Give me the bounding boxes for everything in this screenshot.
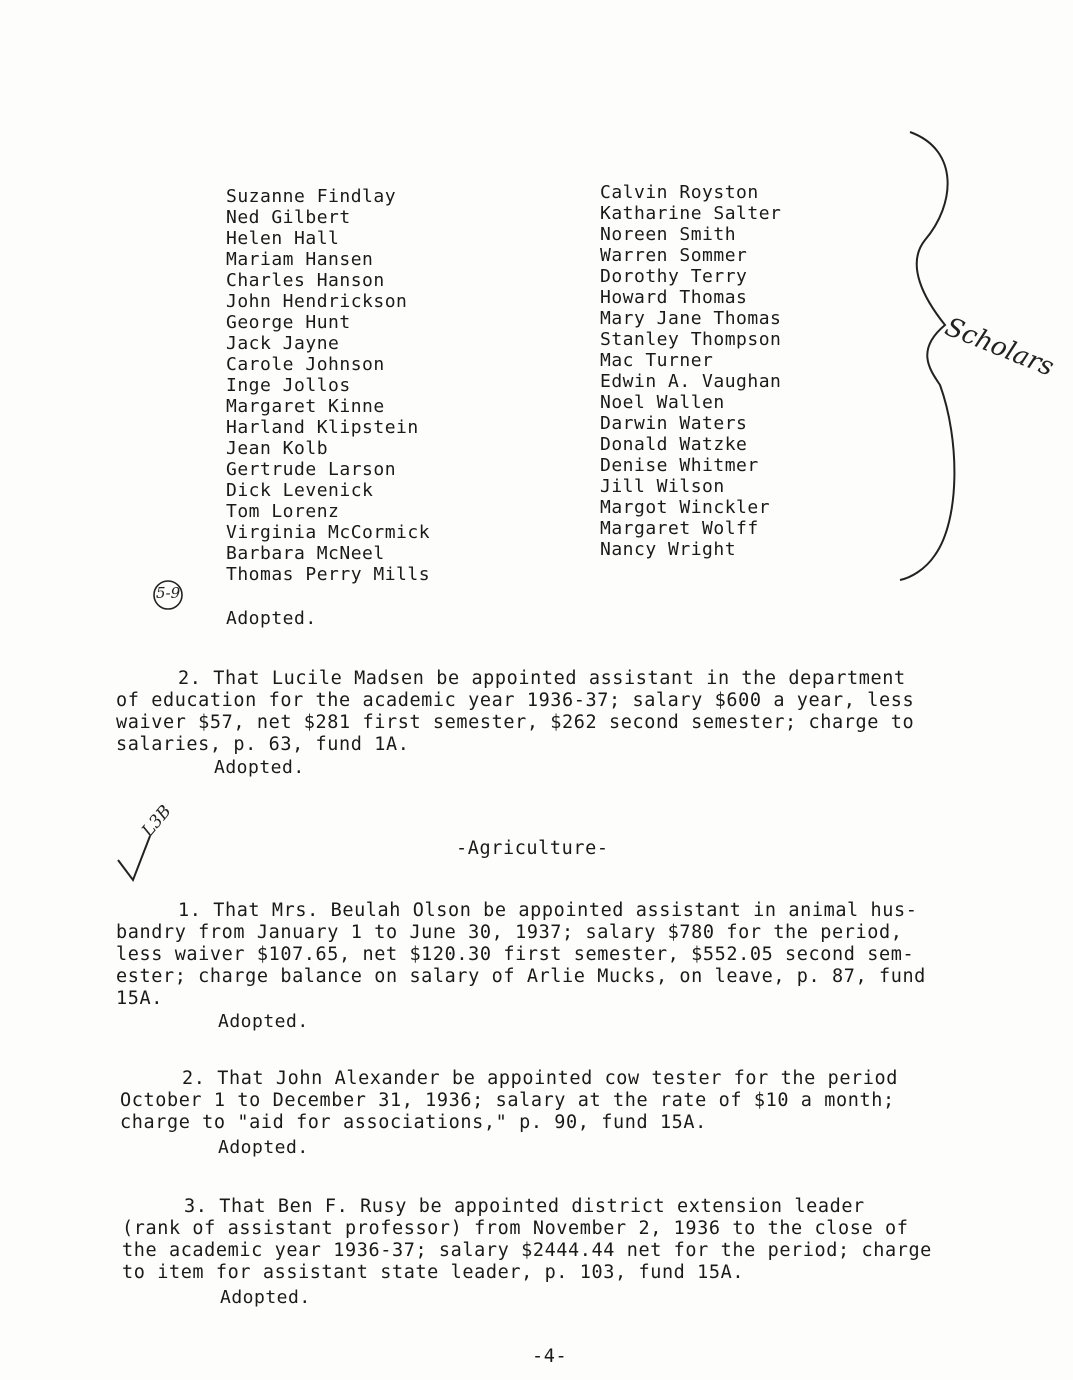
paragraph-line: ester; charge balance on salary of Arlie Mucks, on leave, p. 87, fund: [116, 966, 926, 987]
scholar-name: Dorothy Terry: [600, 266, 748, 287]
section-heading-agriculture: -Agriculture-: [456, 838, 609, 859]
scholar-name: Howard Thomas: [600, 287, 748, 308]
adopted-label: Adopted.: [218, 1137, 309, 1158]
paragraph-line: (rank of assistant professor) from November 2, 1936 to the close of: [122, 1218, 909, 1239]
scholar-name: Noel Wallen: [600, 392, 725, 413]
scholars-note: Scholars: [940, 312, 1059, 383]
scholar-name: Suzanne Findlay: [226, 186, 397, 207]
paragraph-line: of education for the academic year 1936-37; salary $600 a year, less: [116, 690, 915, 711]
scholar-name: Nancy Wright: [600, 539, 737, 560]
scholar-name: Mariam Hansen: [226, 249, 374, 270]
scholar-name: Mac Turner: [600, 350, 714, 371]
scholar-name: Ned Gilbert: [226, 207, 351, 228]
adopted-label: Adopted.: [218, 1011, 309, 1032]
adopted-label: Adopted.: [220, 1287, 311, 1308]
scholar-name: Denise Whitmer: [600, 455, 759, 476]
paragraph-line: 2. That Lucile Madsen be appointed assistant in the department: [178, 668, 906, 689]
scholar-name: Darwin Waters: [600, 413, 748, 434]
scholar-name: Donald Watzke: [600, 434, 748, 455]
scholar-name: Margaret Wolff: [600, 518, 759, 539]
paragraph-line: 2. That John Alexander be appointed cow tester for the period: [182, 1068, 899, 1089]
paragraph-line: bandry from January 1 to June 30, 1937; salary $780 for the period,: [116, 922, 903, 943]
scholar-name: Carole Johnson: [226, 354, 385, 375]
paragraph-line: October 1 to December 31, 1936; salary at the rate of $10 a month;: [120, 1090, 895, 1111]
paragraph-line: to item for assistant state leader, p. 103, fund 15A.: [122, 1262, 745, 1283]
scholar-name: Stanley Thompson: [600, 329, 782, 350]
paragraph-line: charge to "aid for associations," p. 90, fund 15A.: [120, 1112, 707, 1133]
paragraph-line: 1. That Mrs. Beulah Olson be appointed assistant in animal hus-: [178, 900, 918, 921]
scholar-name: Helen Hall: [226, 228, 340, 249]
scholar-name: Dick Levenick: [226, 480, 374, 501]
scholar-name: Jill Wilson: [600, 476, 725, 497]
scholar-name: Jean Kolb: [226, 438, 329, 459]
scholar-name: Charles Hanson: [226, 270, 385, 291]
scholar-name: Gertrude Larson: [226, 459, 397, 480]
paragraph-line: 3. That Ben F. Rusy be appointed district extension leader: [184, 1196, 865, 1217]
scholar-name: Warren Sommer: [600, 245, 748, 266]
scholar-name: Margaret Kinne: [226, 396, 385, 417]
adopted-label: Adopted.: [214, 757, 305, 778]
scholar-name: George Hunt: [226, 312, 351, 333]
page-number: -4-: [532, 1346, 568, 1367]
scholar-name: Virginia McCormick: [226, 522, 431, 543]
check-mark: [118, 836, 150, 880]
scholar-name: Tom Lorenz: [226, 501, 340, 522]
scholar-name: Katharine Salter: [600, 203, 782, 224]
scholar-name: Jack Jayne: [226, 333, 340, 354]
scholar-name: Edwin A. Vaughan: [600, 371, 782, 392]
scholar-name: Thomas Perry Mills: [226, 564, 431, 585]
paragraph-line: waiver $57, net $281 first semester, $262 second semester; charge to: [116, 712, 915, 733]
margin-mark-number: 5-9: [156, 584, 181, 602]
scholar-name: Harland Klipstein: [226, 417, 419, 438]
paragraph-line: less waiver $107.65, net $120.30 first semester, $552.05 second sem-: [116, 944, 915, 965]
adopted-scholars: Adopted.: [226, 608, 317, 629]
scholar-name: Inge Jollos: [226, 375, 351, 396]
paragraph-line: 15A.: [116, 988, 163, 1009]
scholars-bracket: [900, 132, 954, 580]
scholar-name: Margot Winckler: [600, 497, 771, 518]
margin-mark-initials: L3B: [138, 801, 176, 841]
paragraph-line: salaries, p. 63, fund 1A.: [116, 734, 410, 755]
scholar-name: Mary Jane Thomas: [600, 308, 782, 329]
scholar-name: Calvin Royston: [600, 182, 759, 203]
paragraph-line: the academic year 1936-37; salary $2444.44 net for the period; charge: [122, 1240, 932, 1261]
scholar-name: Noreen Smith: [600, 224, 737, 245]
scholar-name: Barbara McNeel: [226, 543, 385, 564]
scholar-name: John Hendrickson: [226, 291, 408, 312]
